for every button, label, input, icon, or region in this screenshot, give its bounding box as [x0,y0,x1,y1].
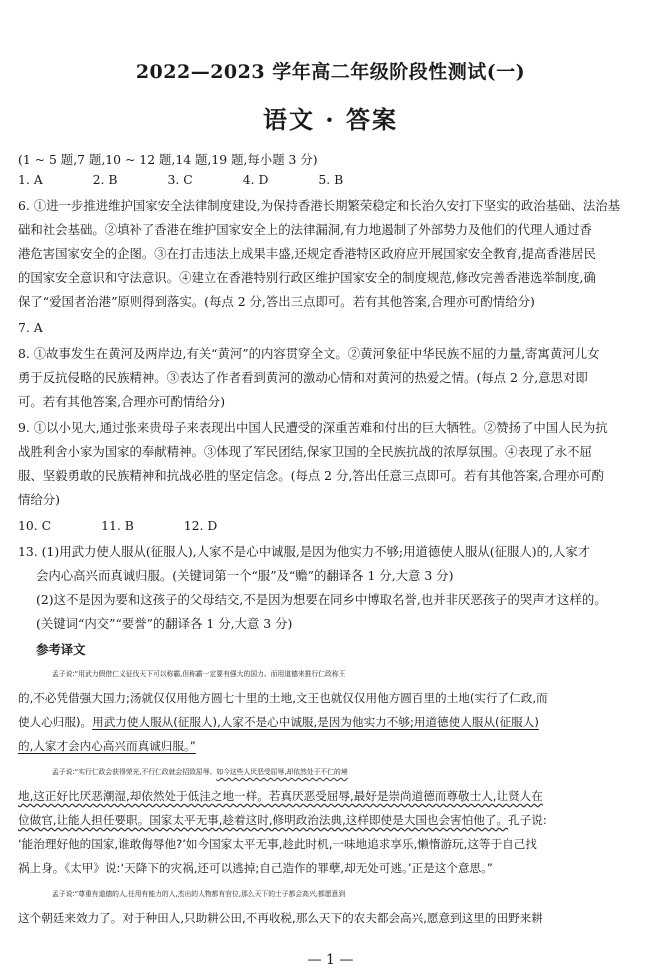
ref-p2-line: 地,这正好比厌恶潮湿,却依然处于低洼之地一样。若真厌恶受屈辱,最好是崇尚道德而尊敬士人,让贤人在 [18,789,543,803]
page-number: — 1 — [307,952,354,968]
q7-answer: 7. A [18,320,43,335]
q9-line: 服、坚毅勇敢的民族精神和抗战必胜的坚定信念。(每点 2 分,答出任意三点即可。若有其他答案,合理亦可酌 [18,468,605,483]
ref-p1-line: 的,不必凭借强大国力;汤就仅仅用他方圆七十里的土地,文王也就仅仅用他方圆百里的土地(实行了仁政,而 [18,691,548,705]
mc-answers-10-12 [18,518,646,534]
answer-3: 3. C [167,172,193,187]
q13-line: (关键词“内交”“要誉”的翻译各 1 分,大意 3 分) [36,616,293,631]
q8-line: 可。若有其他答案,合理亦可酌情给分) [18,394,226,409]
ref-p1-underlined: 用武力使人服从(征服人),人家不是心中诚服,是因为他实力不够;用道德使人服从(征服人) [92,715,539,729]
answer-1: 1. A [18,172,43,187]
ref-p1-text: 使人心归服)。 [18,715,93,729]
exam-title: 2022—2023 学年高二年级阶段性测试(一) [135,61,526,83]
ref-p1-line [18,714,646,730]
ref-p2-wavy: 位做官,让能人担任要职。国家太平无事,趁着这时,修明政治法典,这样即使是大国也会害怕他了。 [18,813,509,827]
q9-line: 情给分) [18,492,61,507]
ref-p3-line: 这个朝廷来效力了。对于种田人,只助耕公田,不再收税,那么天下的农夫都会高兴,愿意到这里的田野来耕 [18,911,543,925]
q6-line: 6. ①进一步推进维护国家安全法律制度建设,为保持香港长期繁荣稳定和长治久安打下坚实的政治基础、法治基 [18,198,621,213]
ref-p1-line: 的,人家才会内心高兴而真诚归服。” [18,739,196,753]
q6-line: 港危害国家安全的企图。③在打击违法上成果丰盛,还规定香港特区政府应开展国家安全教育,提高香港居民 [18,246,596,261]
ref-p1-line: 孟子说:“用武力假借仁义征伐天下可以称霸,但称霸一定要有强大的国力。而用道德来推行仁政称王 [52,670,346,678]
ref-p2-line: ‘能治理好他的国家,谁敢侮辱他?’如今国家太平无事,趁此时机,一味地追求享乐,懒惰游玩,这等于自己找 [18,837,537,851]
ref-p2-line [52,764,661,780]
ref-p2-wavy: 如今这些人厌恶受屈辱,却依然处于不仁的境 [216,768,348,776]
ref-p2-line: 祸上身。《太甲》说:‘天降下的灾祸,还可以逃掉;自己造作的罪孽,却无处可逃。’正是这个意思。” [18,861,493,875]
answer-4: 4. D [242,172,269,187]
q6-line: 的国家安全意识和守法意识。④建立在香港特别行政区维护国家安全的制度规范,修改完善香港选举制度,确 [18,270,596,285]
score-note: (1 ~ 5 题,7 题,10 ~ 12 题,14 题,19 题,每小题 3 分) [18,152,318,167]
q6-line: 础和社会基础。②填补了香港在维护国家安全上的法律漏洞,有力地遏制了外部势力及他们的代理人通过香 [18,222,592,237]
answer-5: 5. B [318,172,344,187]
mc-answers-1-5 [18,172,646,188]
q9-line: 战胜利舍小家为国家的奉献精神。③体现了军民团结,保家卫国的全民族抗战的浓厚氛围。④表现了永不屈 [18,444,592,459]
ref-p2-text: 孟子说:“实行仁政会获得荣光,不行仁政就会招致屈辱。 [52,768,217,776]
q8-line: 8. ①故事发生在黄河及两岸边,有关“黄河”的内容贯穿全文。②黄河象征中华民族不屈的力量,寄寓黄河儿女 [18,346,600,361]
answer-10: 10. C [18,518,52,533]
reference-heading: 参考译文 [36,642,86,657]
ref-p2-line [18,812,646,828]
ref-p2-text: 孔子说: [508,813,547,827]
exam-subtitle: 语文 · 答案 [262,105,399,134]
q6-line: 保了“爱国者治港”原则得到落实。(每点 2 分,答出三点即可。若有其他答案,合理亦可酌情给分) [18,294,535,309]
answer-11: 11. B [101,518,134,533]
answer-12: 12. D [183,518,218,533]
q13-line: 13. (1)用武力使人服从(征服人),人家不是心中诚服,是因为他实力不够;用道德使人服从(征服人)的,人家才 [18,544,591,559]
q9-line: 9. ①以小见大,通过张来贵母子来表现出中国人民遭受的深重苦难和付出的巨大牺牲。②赞扬了中国人民为抗 [18,420,608,435]
q13-line: (2)这不是因为要和这孩子的父母结交,不是因为想要在同乡中博取名誉,也并非厌恶孩子的哭声才这样的。 [36,592,607,607]
q13-line: 会内心高兴而真诚归服。(关键词第一个“服”及“赡”的翻译各 1 分,大意 3 分) [36,568,454,583]
answer-2: 2. B [92,172,118,187]
q8-line: 勇于反抗侵略的民族精神。③表达了作者看到黄河的激动心情和对黄河的热爱之情。(每点 2 分,意思对即 [18,370,588,385]
ref-p3-line: 孟子说:“尊重有道德的人,任用有能力的人,杰出的人物都有官位,那么天下的士子都会高兴,都愿意到 [52,890,346,898]
